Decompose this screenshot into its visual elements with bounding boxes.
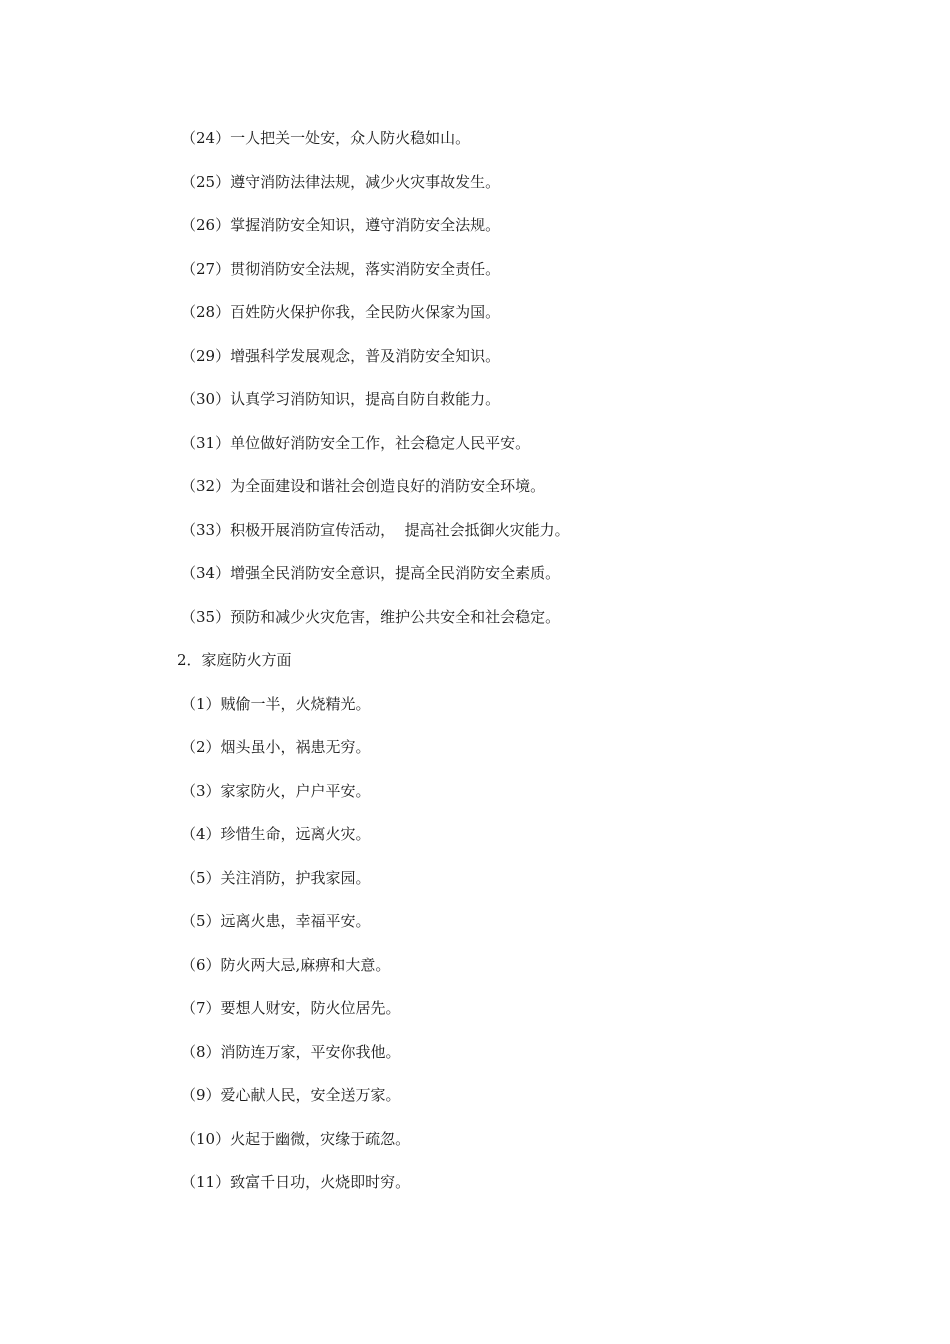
slogan-item: （9）爱心献人民，安全送万家。: [181, 1086, 401, 1104]
slogan-item: （32）为全面建设和谐社会创造良好的消防安全环境。: [181, 477, 546, 495]
slogan-item: （27）贯彻消防安全法规，落实消防安全责任。: [181, 259, 501, 278]
slogan-item: （8）消防连万家，平安你我他。: [181, 1042, 401, 1061]
slogan-item: （25）遵守消防法律法规，减少火灾事故发生。: [181, 172, 501, 191]
slogan-item: （24）一人把关一处安，众人防火稳如山。: [181, 129, 471, 147]
slogan-item: （1）贼偷一半，火烧精光。: [181, 694, 371, 713]
slogan-item: （30）认真学习消防知识，提高自防自救能力。: [181, 390, 501, 408]
slogan-item: （4）珍惜生命，远离火灾。: [181, 825, 371, 843]
slogan-item: （29）增强科学发展观念，普及消防安全知识。: [181, 346, 501, 365]
slogan-item: （6）防火两大忌,麻痹和大意。: [181, 955, 391, 974]
slogan-item: （35）预防和减少火灾危害，维护公共安全和社会稳定。: [181, 607, 561, 626]
section-heading-home-fire-prevention: 2．家庭防火方面: [177, 651, 292, 669]
slogan-item: （31）单位做好消防安全工作，社会稳定人民平安。: [181, 433, 531, 452]
slogan-item: （3）家家防火，户户平安。: [181, 781, 371, 800]
slogan-item: （33）积极开展消防宣传活动， 提高社会抵御火灾能力。: [181, 520, 570, 539]
slogan-item: （26）掌握消防安全知识，遵守消防安全法规。: [181, 216, 501, 234]
slogan-item: （5）关注消防，护我家园。: [181, 868, 371, 887]
slogan-item: （7）要想人财安，防火位居先。: [181, 999, 401, 1017]
slogan-item: （5）远离火患，幸福平安。: [181, 912, 371, 930]
slogan-item: （34）增强全民消防安全意识，提高全民消防安全素质。: [181, 564, 561, 582]
slogan-item: （11）致富千日功，火烧即时穷。: [181, 1173, 411, 1191]
slogan-item: （2）烟头虽小，祸患无穷。: [181, 738, 371, 756]
document-body: [0, 126, 950, 1214]
slogan-item: （10）火起于幽微，灾缘于疏忽。: [181, 1129, 411, 1148]
slogan-item: （28）百姓防火保护你我，全民防火保家为国。: [181, 303, 501, 321]
